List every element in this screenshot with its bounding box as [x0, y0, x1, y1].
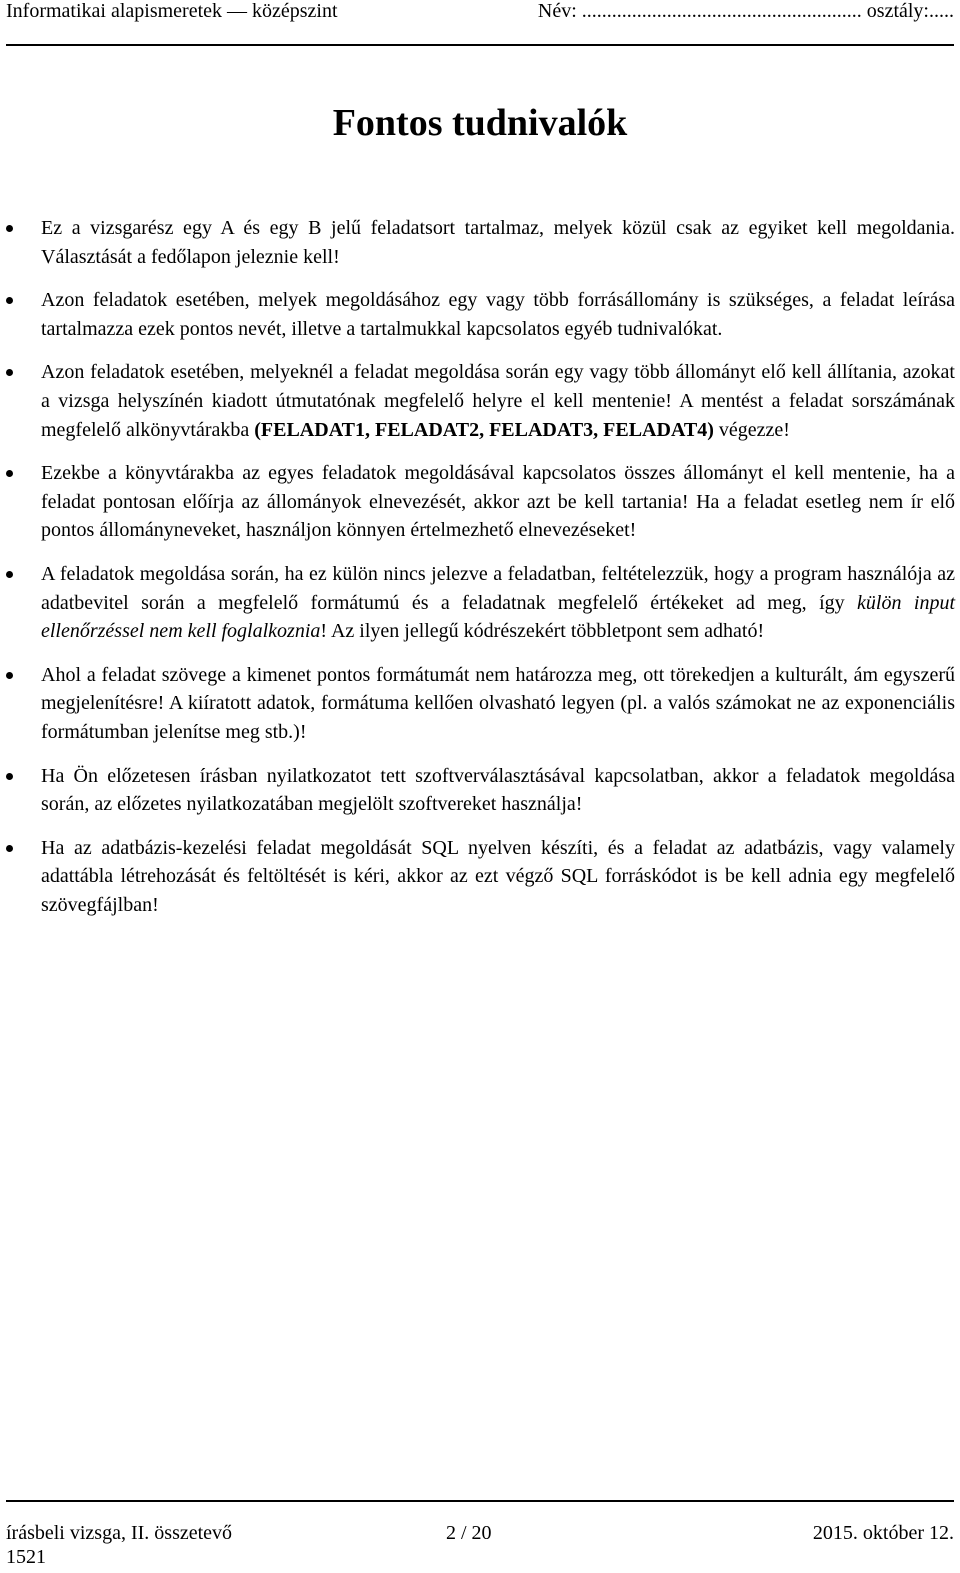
list-item — [41, 661, 955, 747]
page-title: Fontos tudnivalók — [332, 102, 628, 144]
list-item-text: Ez a vizsgarész egy A és egy B jelű feladatsort tartalmaz, melyek közül csak az egyiket kell megoldania. Választását a fedőlapon jeleznie kell! — [41, 217, 955, 268]
list-item-text: A feladatok megoldása során, ha ez külön nincs jelezve a feladatban, feltételezzük, hogy a program használója az adatbevitel során a megfelelő formátumú és a feladatnak megfelelő értékeket ad meg, így — [41, 562, 955, 614]
list-item-text-end: ! Az ilyen jellegű kódrészekért többletpont sem adható! — [320, 620, 765, 643]
list-item-text: Ezekbe a könyvtárakba az egyes feladatok megoldásával kapcsolatos összes állományt el kell mentenie, ha a feladat pontosan előírja az állományok elnevezését, akkor azt be kell tartania! Ha a feladat esetleg nem ír elő pontos állományneveket, használjon könnyen értelmezhető elnevezéseket! — [41, 462, 955, 542]
bullet-icon — [6, 845, 13, 852]
list-item-text-end: végezze! — [713, 418, 790, 441]
notes-list — [0, 214, 960, 919]
list-item — [41, 459, 955, 545]
list-item-text: Azon feladatok esetében, melyek megoldásához egy vagy több forrásállomány is szükséges, a feladat leírása tartalmazza ezek pontos nevét, illetve a tartalmukkal kapcsolatos egyéb tudnivalókat. — [41, 289, 955, 340]
bullet-icon — [6, 369, 13, 376]
header-subject: Informatikai alapismeretek — középszint — [6, 0, 338, 22]
list-item-text: Azon feladatok esetében, melyeknél a feladat megoldása során egy vagy több állományt elő kell állítania, azokat a vizsga helyszínén kiadott útmutatónak megfelelő helyre el kell mentenie! A mentést a feladat sorszámának megfelelő alkönyvtárakba — [41, 361, 955, 441]
emphasis-italic: külön input ellenőrzéssel nem kell foglalkoznia — [41, 591, 956, 643]
bullet-icon — [6, 672, 13, 679]
header-name-class-field: Név: ........................................................ osztály:..... — [537, 0, 954, 22]
folder-names-bold: (FELADAT1, FELADAT2, FELADAT3, FELADAT4) — [254, 418, 714, 441]
bullet-icon — [6, 297, 13, 304]
list-item-text: Ahol a feladat szövege a kimenet pontos formátumát nem határozza meg, ott törekedjen a kulturált, ám egyszerű megjelenítésre! A kiíratott adatok, formátuma kellően olvasható legyen (pl. a valós számokat ne az exponenciális formátumban jelenítse meg stb.)! — [41, 663, 955, 743]
footer-date: 2015. október 12. — [812, 1522, 954, 1544]
bullet-icon — [6, 225, 13, 232]
footer-divider — [6, 1500, 954, 1502]
bullet-icon — [6, 773, 13, 780]
footer-exam-type: írásbeli vizsga, II. összetevő — [6, 1522, 233, 1544]
list-item-text: Ha az adatbázis-kezelési feladat megoldását SQL nyelven készíti, és a feladat az adatbázis, vagy valamely adattábla létrehozását és feltöltését is kéri, akkor az ezt végző SQL forráskódot is be kell adnia egy megfelelő szövegfájlban! — [41, 836, 955, 916]
list-item — [41, 286, 955, 343]
bullet-icon — [6, 470, 13, 477]
list-item — [41, 358, 955, 444]
list-item — [41, 560, 955, 646]
footer-code: 1521 — [6, 1546, 46, 1568]
page-header — [6, 0, 954, 46]
list-item — [41, 214, 955, 271]
bullet-icon — [6, 571, 13, 578]
list-item — [41, 762, 955, 819]
list-item-text: Ha Ön előzetesen írásban nyilatkozatot tett szoftverválasztásával kapcsolatban, akkor a feladatok megoldása során, az előzetes nyilatkozatában megjelölt szoftvereket használja! — [41, 764, 955, 816]
page-number: 2 / 20 — [446, 1522, 492, 1544]
list-item — [41, 834, 955, 920]
